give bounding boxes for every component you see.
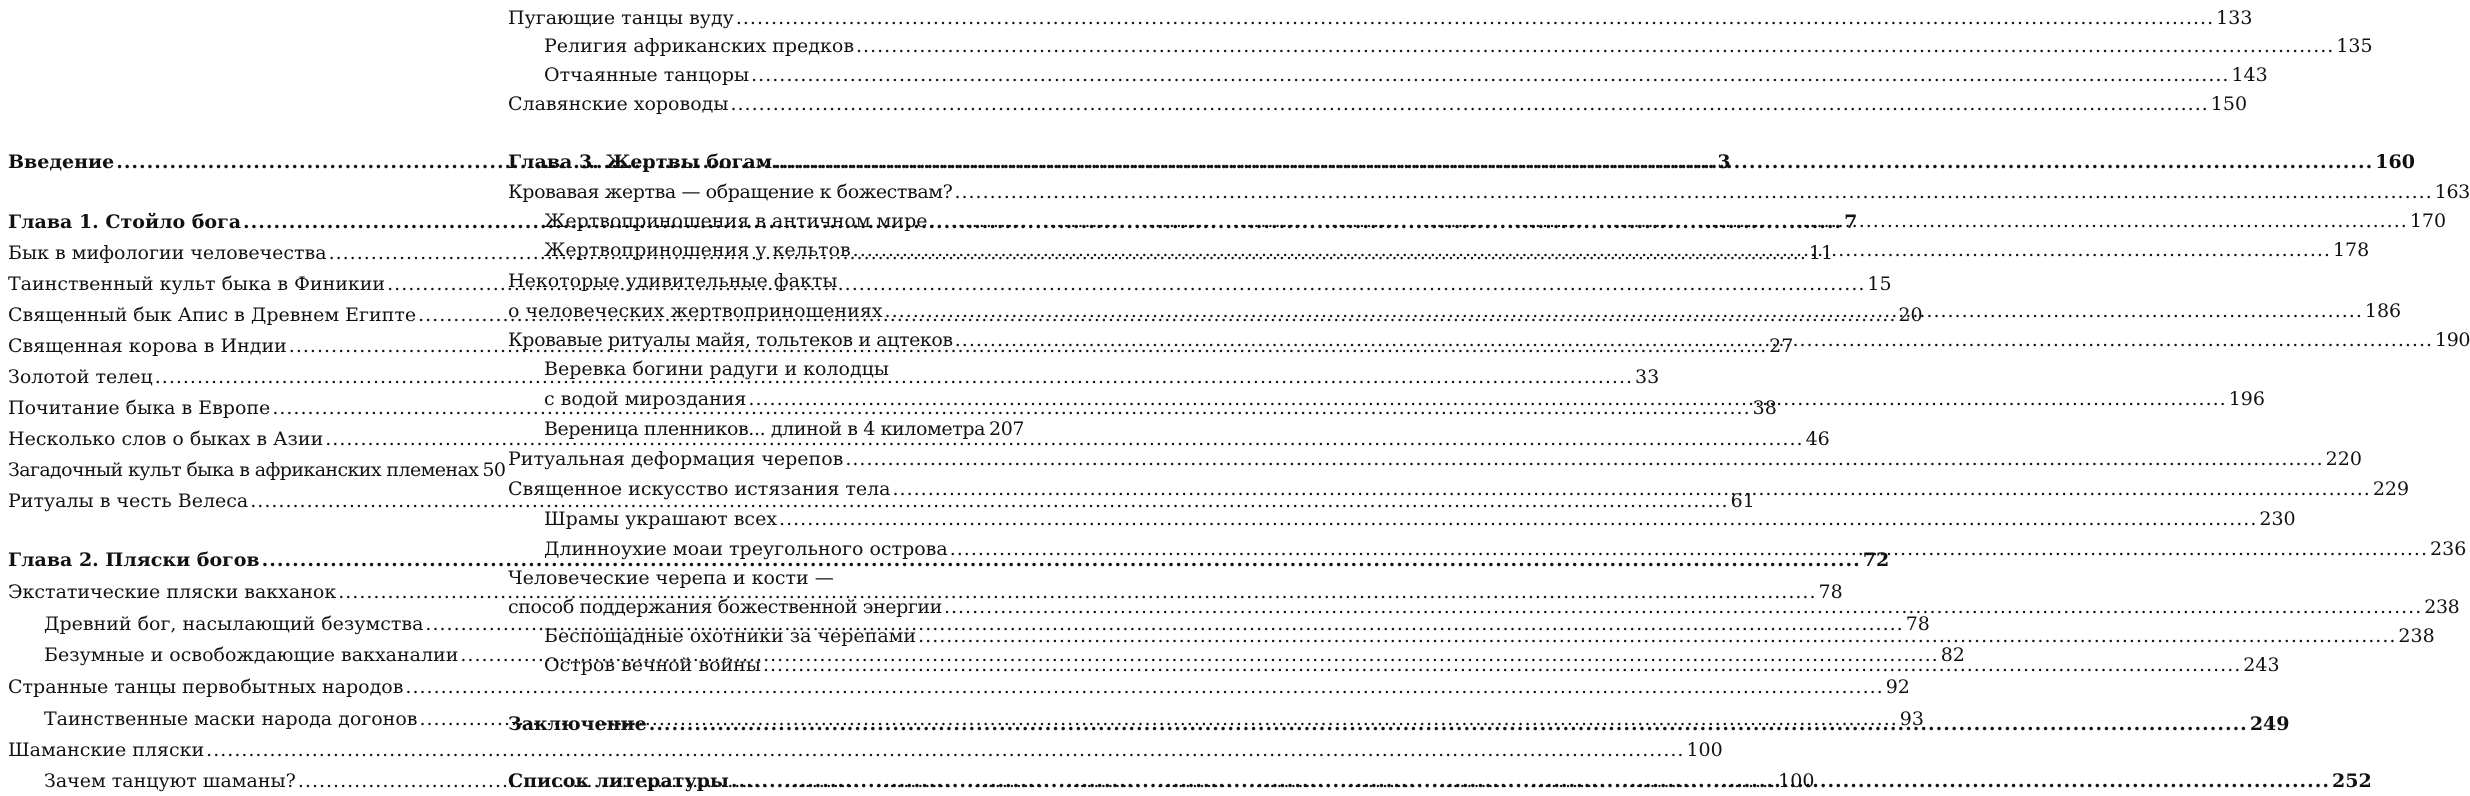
- toc-page-number: 11: [1808, 242, 1834, 264]
- toc-entry-title: Экстатические пляски вакханок: [8, 581, 337, 603]
- dot-leader: [893, 475, 2371, 503]
- toc-page-number: 229: [2372, 478, 2410, 500]
- toc-page-number: 72: [1862, 549, 1890, 571]
- toc-entry-title: Вереница пленников... длиной в 4 километра: [544, 418, 986, 440]
- toc-entry-title: Жертвоприношения в античном мире: [544, 210, 928, 232]
- toc-entry-title: Жертвоприношения у кельтов: [544, 239, 851, 261]
- toc-page-number: 220: [2325, 448, 2362, 470]
- dot-leader: [730, 90, 2208, 118]
- toc-page-number: 160: [2375, 151, 2415, 173]
- toc-entry-title: Священная корова в Индии: [8, 335, 287, 357]
- toc-entry-title: с водой мироздания: [544, 388, 747, 410]
- toc-subentry[interactable]: [544, 505, 2296, 533]
- toc-entry-title: Ритуалы в честь Велеса: [8, 490, 249, 512]
- toc-entry-title: Кровавые ритуалы майя, тольтеков и ацтеков: [508, 329, 953, 351]
- toc-entry[interactable]: [508, 178, 2470, 206]
- toc-page-number: 238: [2398, 625, 2435, 647]
- dot-leader: [944, 593, 2422, 621]
- toc-entry-title: Священное искусство истязания тела: [508, 478, 891, 500]
- toc-entry-title-line[interactable]: Некоторые удивительные факты: [508, 270, 838, 292]
- toc-page-number: 133: [2216, 7, 2253, 29]
- toc-chapter-3[interactable]: [508, 148, 2415, 176]
- toc-entry-title: Глава 1. Стойло бога: [8, 211, 242, 233]
- toc-entry-title: Шаманские пляски: [8, 739, 205, 761]
- toc-entry-title: Славянские хороводы: [508, 93, 729, 115]
- toc-entry-title: Глава 2. Пляски богов: [8, 549, 260, 571]
- dot-leader: [856, 32, 2334, 60]
- dot-leader: [763, 651, 2241, 679]
- dot-leader: [853, 236, 2331, 264]
- toc-entry[interactable]: [8, 736, 1723, 764]
- toc-entry-title-line[interactable]: Человеческие черепа и кости —: [508, 567, 834, 589]
- dot-leader: [774, 148, 2373, 176]
- dot-leader: [955, 326, 2433, 354]
- toc-entry-title: Почитание быка в Европе: [8, 397, 271, 419]
- toc-entry-title: Шрамы украшают всех: [544, 508, 778, 530]
- toc-subentry-title-line[interactable]: Веревка богини радуги и колодцы: [544, 358, 890, 380]
- toc-entry-title: Список литературы: [508, 770, 729, 792]
- toc-page-number: 238: [2424, 596, 2460, 618]
- toc-page-number: 27: [1769, 335, 1794, 357]
- toc-page-number: 150: [2210, 93, 2248, 115]
- toc-page-number: 92: [1885, 676, 1910, 698]
- toc-entry[interactable]: [508, 593, 2460, 621]
- dot-leader: [954, 178, 2432, 206]
- toc-entry[interactable]: [508, 4, 2253, 32]
- toc-entry[interactable]: [8, 456, 506, 484]
- toc-entry-title: Бык в мифологии человечества: [8, 242, 327, 264]
- toc-entry-title: Отчаянные танцоры: [544, 64, 750, 86]
- toc-entry-title: Пугающие танцы вуду: [508, 7, 734, 29]
- toc-page-number: 207: [989, 418, 1025, 440]
- toc-page-number: 78: [1818, 581, 1843, 603]
- toc-page-number: 82: [1940, 644, 1965, 666]
- toc-page-number: 178: [2332, 239, 2370, 261]
- toc-entry-title: Длинноухие моаи треугольного острова: [544, 538, 948, 560]
- toc-page-number: 20: [1898, 304, 1923, 326]
- toc-page-number: 78: [1905, 613, 1930, 635]
- toc-entry-title: о человеческих жертвоприношениях: [508, 300, 883, 322]
- toc-page-number: 38: [1752, 397, 1777, 419]
- toc-subentry[interactable]: [544, 61, 2268, 89]
- dot-leader: [885, 297, 2363, 325]
- toc-entry-title: Ритуальная деформация черепов: [508, 448, 844, 470]
- toc-entry-title: Зачем танцуют шаманы?: [44, 770, 296, 792]
- toc-page-number: 236: [2430, 538, 2467, 560]
- toc-page-number: 143: [2231, 64, 2268, 86]
- toc-page-number: 3: [1717, 151, 1731, 173]
- dot-leader: [736, 4, 2214, 32]
- dot-leader: [779, 505, 2257, 533]
- toc-page-number: 33: [1635, 366, 1660, 388]
- dot-leader: [918, 622, 2396, 650]
- toc-entry-title: Священный бык Апис в Древнем Египте: [8, 304, 417, 326]
- toc-page-number: 61: [1730, 490, 1755, 512]
- toc-entry-title: Несколько слов о быках в Азии: [8, 428, 324, 450]
- toc-entry-title: Религия африканских предков: [544, 35, 855, 57]
- toc-entry-title: Странные танцы первобытных народов: [8, 676, 404, 698]
- toc-page-number: 170: [2409, 210, 2447, 232]
- toc-page-number: 230: [2259, 508, 2296, 530]
- toc-entry[interactable]: [508, 90, 2248, 118]
- toc-entry-title: Остров вечной войны: [544, 654, 761, 676]
- toc-page-number: 46: [1805, 428, 1830, 450]
- toc-page-number: 163: [2434, 181, 2470, 203]
- toc-page-number: 186: [2364, 300, 2402, 322]
- toc-page-number: 100: [1778, 770, 1815, 792]
- toc-entry-title: Безумные и освобождающие вакханалии: [44, 644, 459, 666]
- toc-entry-title: Кровавая жертва — обращение к божествам?: [508, 181, 953, 203]
- dot-leader: [930, 207, 2408, 235]
- dot-leader: [950, 535, 2428, 563]
- toc-page-number: 135: [2336, 35, 2373, 57]
- toc-page-number: 15: [1867, 273, 1892, 295]
- toc-page-number: 196: [2228, 388, 2265, 410]
- toc-page-number: 249: [2249, 713, 2290, 735]
- dot-leader: [731, 767, 2330, 795]
- toc-entry-title: Таинственные маски народа догонов: [44, 708, 418, 730]
- dot-leader: [649, 710, 2248, 738]
- toc-entry-title: Заключение: [508, 713, 647, 735]
- toc-entry-title: Золотой телец: [8, 366, 153, 388]
- dot-leader: [748, 385, 2226, 413]
- toc-entry-title: Введение: [8, 151, 115, 173]
- toc-page-number: 243: [2243, 654, 2280, 676]
- toc-entry[interactable]: [8, 673, 1910, 701]
- toc-entry[interactable]: [508, 445, 2362, 473]
- dot-leader: [206, 736, 1684, 764]
- toc-page-number: 190: [2435, 329, 2470, 351]
- toc-subentry[interactable]: [544, 207, 2447, 235]
- toc-page-number: 7: [1844, 211, 1858, 233]
- toc-entry-title: Глава 3. Жертвы богам: [508, 151, 773, 173]
- toc-subentry[interactable]: [544, 415, 1025, 443]
- toc-entry-title: способ поддержания божественной энергии: [508, 596, 942, 618]
- toc-entry-title: Беспощадные охотники за черепами: [544, 625, 917, 647]
- toc-page-number: 93: [1899, 708, 1924, 730]
- toc-entry-title: Таинственный культ быка в Финикии: [8, 273, 386, 295]
- toc-page-number: 100: [1686, 739, 1723, 761]
- toc-entry-title: Древний бог, насылающий безумства: [44, 613, 424, 635]
- dot-leader: [751, 61, 2229, 89]
- dot-leader: [845, 445, 2323, 473]
- toc-page-number: 50: [482, 459, 506, 481]
- toc-entry-title: Загадочный культ быка в африканских племенах: [8, 459, 479, 481]
- toc-subentry[interactable]: [544, 32, 2373, 60]
- toc-page-number: 252: [2332, 770, 2372, 792]
